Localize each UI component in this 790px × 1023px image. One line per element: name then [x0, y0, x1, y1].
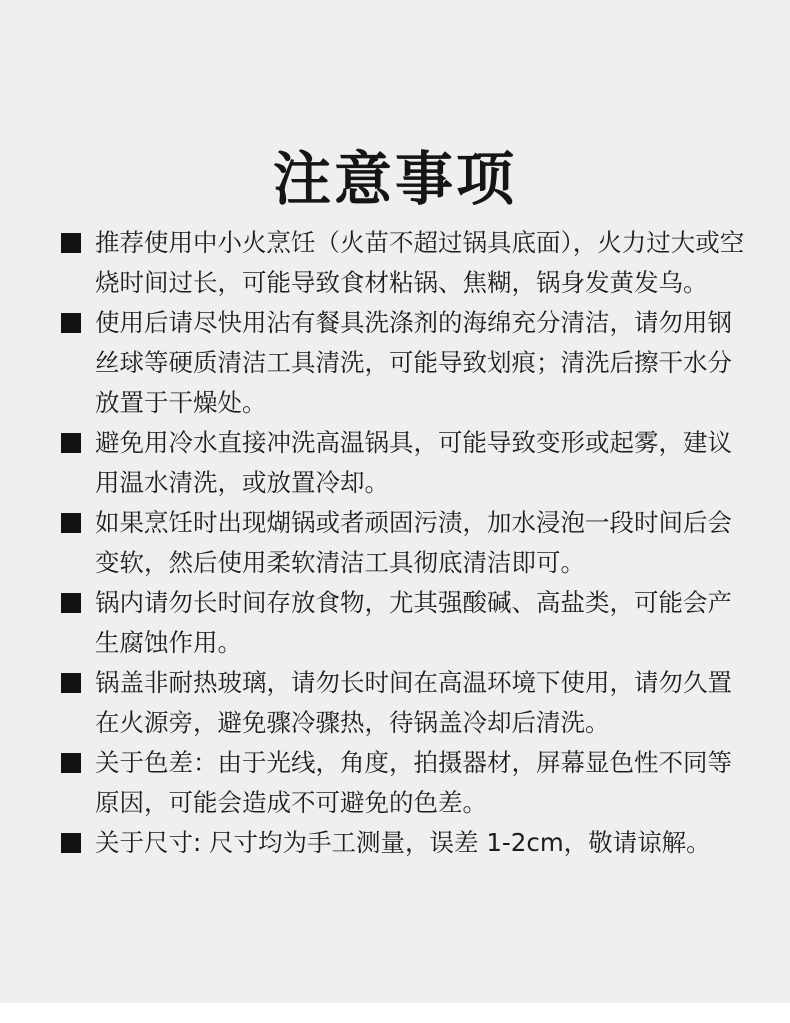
page-title: 注意事项 — [272, 144, 517, 213]
note-text: 关于尺寸: 尺寸均为手工测量，误差 1-2cm，敬请谅解。 — [95, 828, 711, 857]
notes-list — [58, 223, 748, 863]
note-text: 锅盖非耐热玻璃，请勿长时间在高温环境下使用，请勿久置在火源旁，避免骤冷骤热，待锅盖冷却后清洗。 — [95, 668, 732, 737]
square-bullet-icon — [61, 233, 81, 253]
square-bullet-icon — [61, 513, 81, 533]
note-text: 如果烹饪时出现煳锅或者顽固污渍，加水浸泡一段时间后会变软，然后使用柔软清洁工具彻底清洁即可。 — [95, 508, 732, 577]
note-text: 关于色差：由于光线，角度，拍摄器材，屏幕显色性不同等原因，可能会造成不可避免的色差。 — [95, 748, 732, 817]
note-item — [58, 303, 748, 423]
note-item — [58, 823, 748, 863]
note-item — [58, 223, 748, 303]
note-item — [58, 583, 748, 663]
note-text: 锅内请勿长时间存放食物，尤其强酸碱、高盐类，可能会产生腐蚀作用。 — [95, 588, 732, 657]
square-bullet-icon — [61, 673, 81, 693]
square-bullet-icon — [61, 833, 81, 853]
note-item — [58, 503, 748, 583]
note-text: 避免用冷水直接冲洗高温锅具，可能导致变形或起雾，建议用温水清洗，或放置冷却。 — [95, 428, 732, 497]
square-bullet-icon — [61, 593, 81, 613]
square-bullet-icon — [61, 753, 81, 773]
note-text: 使用后请尽快用沾有餐具洗涤剂的海绵充分清洁，请勿用钢丝球等硬质清洁工具清洗，可能导致划痕；清洗后擦干水分放置于干燥处。 — [95, 308, 732, 417]
note-item — [58, 663, 748, 743]
note-text: 推荐使用中小火烹饪（火苗不超过锅具底面），火力过大或空烧时间过长，可能导致食材粘锅、焦糊，锅身发黄发乌。 — [95, 228, 745, 297]
note-item — [58, 423, 748, 503]
note-item — [58, 743, 748, 823]
square-bullet-icon — [61, 313, 81, 333]
square-bullet-icon — [61, 433, 81, 453]
